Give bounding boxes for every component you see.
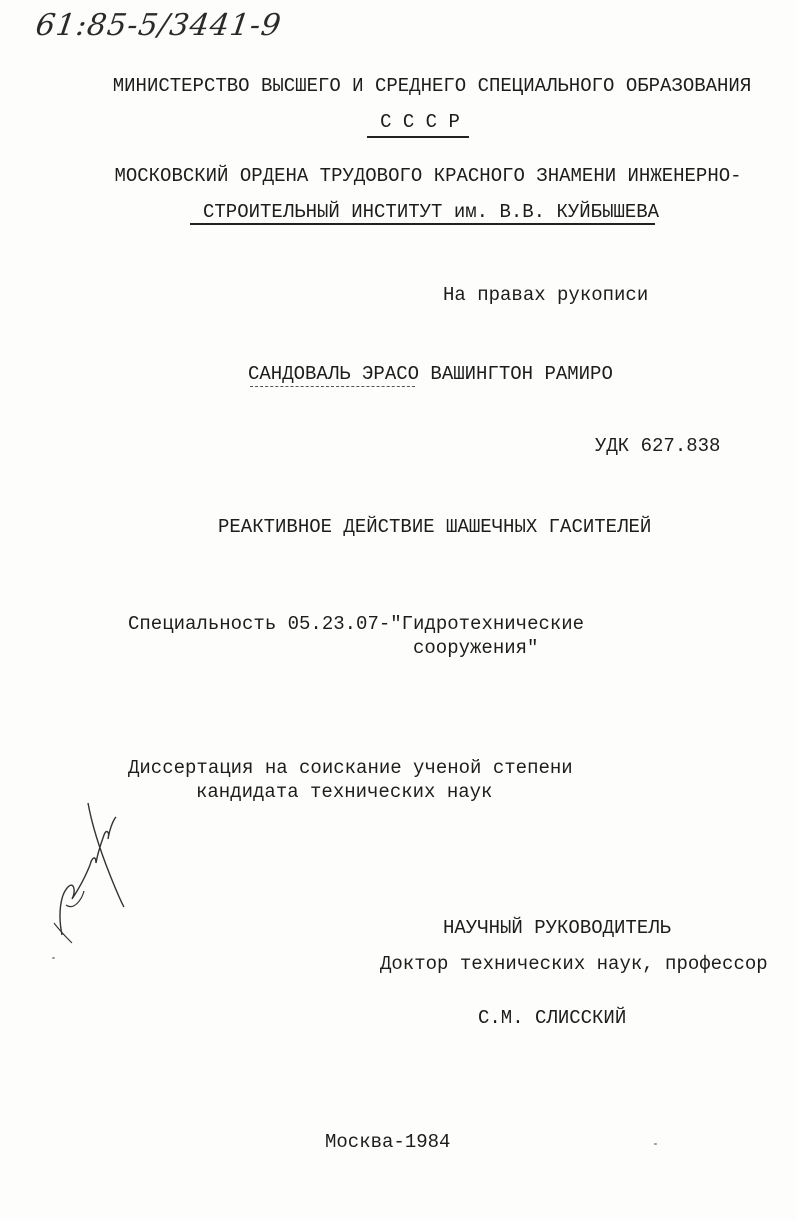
scan-speck: [654, 1143, 657, 1145]
manuscript-rights: На правах рукописи: [443, 284, 649, 306]
institute-line-1: МОСКОВСКИЙ ОРДЕНА ТРУДОВОГО КРАСНОГО ЗНАМЕНИ ИНЖЕНЕРНО-: [114, 165, 742, 187]
institute-line-2: СТРОИТЕЛЬНЫЙ ИНСТИТУТ им. В.В. КУЙБЫШЕВА: [203, 201, 660, 223]
author-signature: [40, 795, 140, 945]
catalog-number: 61:85-5/3441-9: [33, 8, 284, 43]
dissertation-title: РЕАКТИВНОЕ ДЕЙСТВИЕ ШАШЕЧНЫХ ГАСИТЕЛЕЙ: [218, 516, 652, 538]
degree-line-1: Диссертация на соискание ученой степени: [128, 757, 573, 779]
author-underline: [250, 386, 415, 387]
scan-speck: [52, 957, 55, 959]
supervisor-credentials: Доктор технических наук, профессор: [380, 953, 768, 975]
country-underline: [367, 136, 469, 138]
supervisor-heading: НАУЧНЫЙ РУКОВОДИТЕЛЬ: [443, 917, 672, 939]
degree-line-2: кандидата технических наук: [196, 781, 493, 803]
supervisor-name: С.М. СЛИССКИЙ: [478, 1007, 627, 1029]
author-name: САНДОВАЛЬ ЭРАСО ВАШИНГТОН РАМИРО: [248, 363, 613, 385]
specialty-line-2: сооружения": [413, 637, 539, 659]
ministry-line: МИНИСТЕРСТВО ВЫСШЕГО И СРЕДНЕГО СПЕЦИАЛЬНОГО ОБРАЗОВАНИЯ: [112, 75, 752, 97]
specialty-line-1: Специальность 05.23.07-"Гидротехнические: [128, 613, 585, 635]
institute-underline: [190, 223, 655, 225]
place-year: Москва-1984: [325, 1131, 451, 1153]
country-name: С С С Р: [380, 111, 460, 133]
udc-code: УДК 627.838: [595, 435, 721, 457]
